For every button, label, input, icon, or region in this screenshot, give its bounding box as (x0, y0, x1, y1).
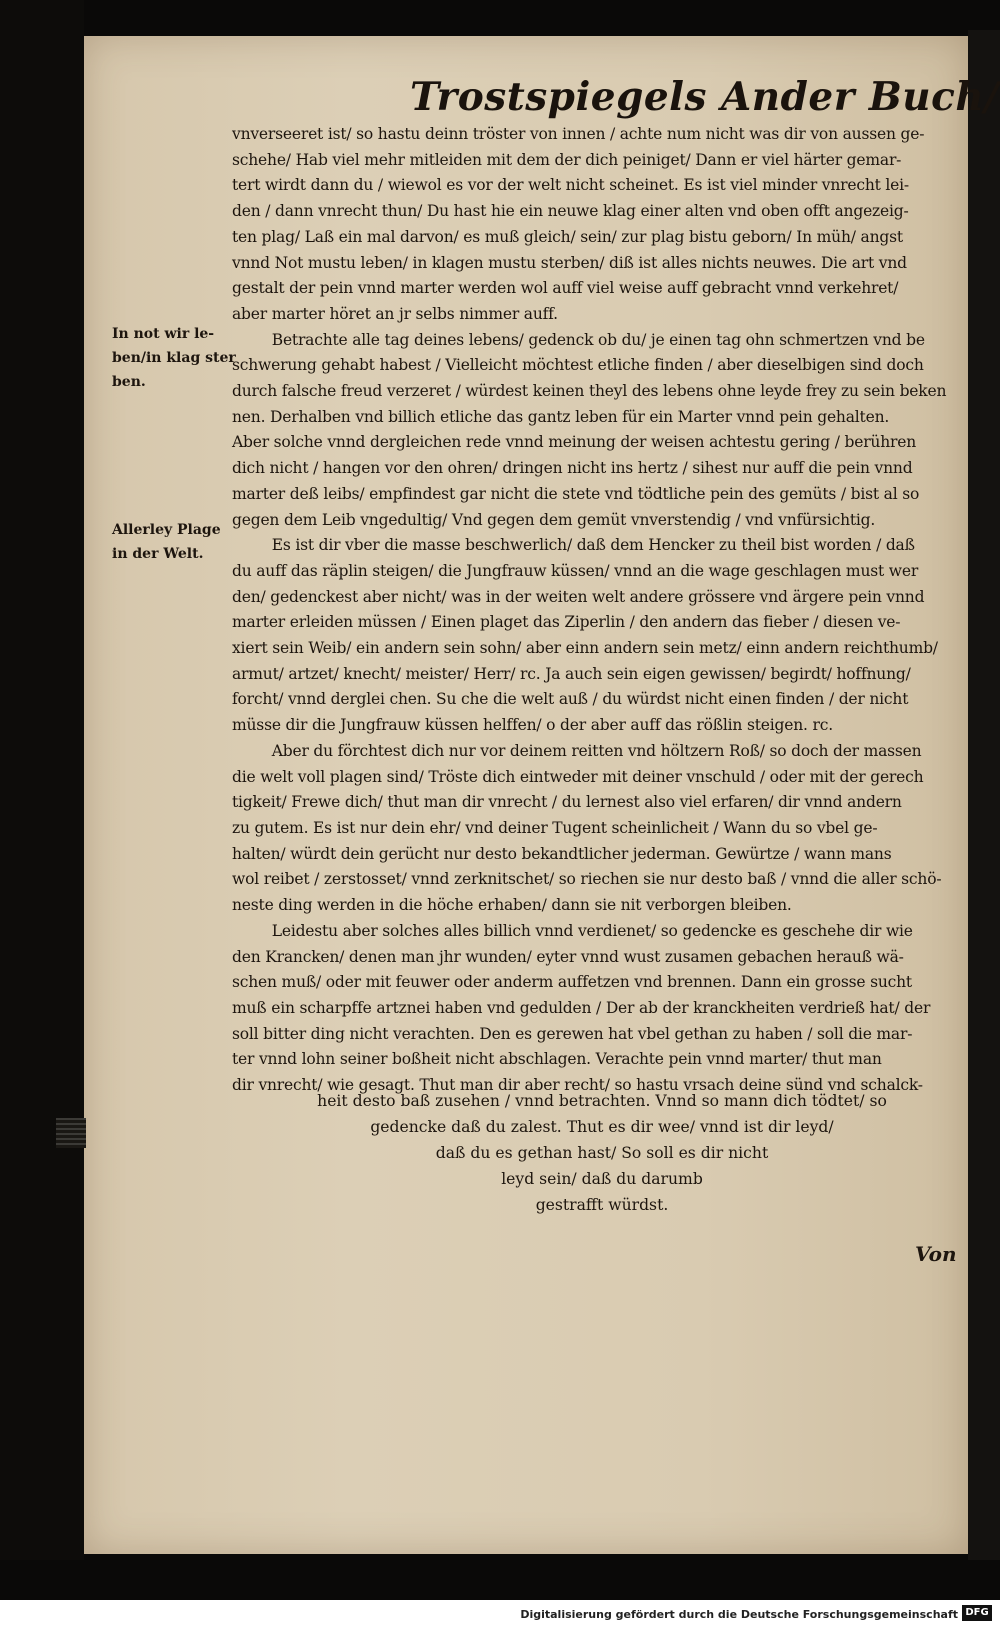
margin-note-line: ben. (112, 374, 146, 390)
scan-background (0, 0, 84, 1560)
text-line: daß du es gethan hast/ So soll es dir nicht (435, 1144, 769, 1162)
text-line: gestrafft würdst. (535, 1196, 669, 1214)
text-line: ten plag/ Laß ein mal darvon/ es muß gleich/ sein/ zur plag bistu geborn/ In müh/ angst (232, 227, 903, 246)
text-line: muß ein scharpffe artznei haben vnd gedulden / Der ab der kranckheiten verdrieß hat/ der (232, 998, 931, 1017)
text-line: armut/ artzet/ knecht/ meister/ Herr/ rc. Ja auch sein eigen gewissen/ begirdt/ hoffnung/ (232, 664, 911, 683)
margin-note-line: Allerley Plage (112, 522, 221, 538)
text-line: schen muß/ oder mit feuwer oder anderm auffetzen vnd brennen. Dann ein grosse sucht (232, 973, 912, 992)
text-line: Betrachte alle tag deines lebens/ gedenck ob du/ je einen tag ohn schmertzen vnd be (271, 330, 925, 349)
text-line: neste ding werden in die höche erhaben/ dann sie nit verborgen bleiben. (232, 896, 792, 915)
catchword: Von (915, 1242, 957, 1266)
text-line: halten/ würdt dein gerücht nur desto bekandtlicher jederman. Gewürtze / wann mans (232, 844, 892, 863)
text-line: ter vnnd lohn seiner boßheit nicht abschlagen. Verachte pein vnnd marter/ thut man (232, 1050, 882, 1069)
text-line: schwerung gehabt habest / Vielleicht möchtest etliche finden / aber dieselbigen sind doch (232, 356, 924, 375)
text-line: den / dann vnrecht thun/ Du hast hie ein neuwe klag einer alten vnd oben offt angezeig- (232, 202, 909, 221)
text-line: Aber solche vnnd dergleichen rede vnnd meinung der weisen achtestu gering / berühren (232, 433, 917, 452)
text-line: zu gutem. Es ist nur dein ehr/ vnd deiner Tugent scheinlicheit / Wann du so vbel ge- (232, 818, 878, 837)
text-line: gegen dem Leib vngedultig/ Vnd gegen dem gemüt vnverstendig / vnd vnfürsichtig. (232, 510, 876, 529)
text-line: marter erleiden müssen / Einen plaget das Ziperlin / den andern das fieber / diesen ve- (232, 613, 901, 632)
dfg-logo: DFG (962, 1605, 992, 1621)
text-line: Aber du förchtest dich nur vor deinem reitten vnd höltzern Roß/ so doch der massen (271, 741, 922, 760)
text-line: marter deß leibs/ empfindest gar nicht die stete vnd tödtliche pein des gemüts / bist al so (232, 484, 920, 503)
text-line: wol reibet / zerstosset/ vnnd zerknitschet/ so riechen sie nur desto baß / vnnd die aller schö- (232, 870, 942, 889)
text-line: die welt voll plagen sind/ Tröste dich eintweder mit deiner vnschuld / oder mit der gerech (232, 767, 924, 786)
text-line: gestalt der pein vnnd marter werden wol auff viel weise auff gebracht vnnd verkehret/ (232, 279, 899, 298)
text-line: forcht/ vnnd derglei chen. Su che die welt auß / du würdst nicht einen finden / der nicht (232, 690, 909, 709)
text-line: müsse dir die Jungfrauw küssen helffen/ o der aber auff das rößlin steigen. rc. (232, 716, 833, 735)
text-line: nen. Derhalben vnd billich etliche das gantz leben für ein Marter vnnd pein gehalten. (232, 407, 890, 426)
text-line: Es ist dir vber die masse beschwerlich/ daß dem Hencker zu theil bist worden / daß (271, 536, 915, 555)
text-line: dir vnrecht/ wie gesagt. Thut man dir aber recht/ so hastu vrsach deine sünd vnd schalck- (232, 1076, 923, 1095)
text-line: vnnd Not mustu leben/ in klagen mustu sterben/ diß ist alles nichts neuwes. Die art vnd (232, 253, 907, 272)
margin-note-line: ben/in klag ster (112, 350, 236, 366)
text-line: soll bitter ding nicht verachten. Den es gerewen hat vbel gethan zu haben / soll die mar- (232, 1024, 913, 1043)
text-line: durch falsche freud verzeret / würdest keinen theyl des lebens ohne leyde frey zu sein beken (232, 382, 947, 401)
text-line: heit desto baß zusehen / vnnd betrachten. Vnnd so mann dich tödtet/ so (317, 1092, 887, 1110)
running-heading: Trostspiegels Ander Buch/ (410, 74, 999, 120)
text-line: schehe/ Hab viel mehr mitleiden mit dem der dich peiniget/ Dann er viel härter gemar- (232, 150, 902, 169)
text-line: Leidestu aber solches alles billich vnnd verdienet/ so gedencke es geschehe dir wie (271, 921, 913, 940)
margin-note-line: In not wir le- (112, 326, 215, 342)
margin-note-line: in der Welt. (112, 546, 204, 562)
margin-note-2 (112, 518, 230, 566)
closing-paragraph (232, 1088, 972, 1218)
text-line: aber marter höret an jr selbs nimmer auff. (232, 304, 558, 323)
text-line: gedencke daß du zalest. Thut es dir wee/ vnnd ist dir leyd/ (370, 1118, 834, 1136)
text-line: tigkeit/ Frewe dich/ thut man dir vnrecht / du lernest also viel erfaren/ dir vnnd andern (232, 793, 902, 812)
text-line: den Krancken/ denen man jhr wunden/ eyter vnnd wust zusamen gebachen herauß wä- (232, 947, 904, 966)
footer-credit: Digitalisierung gefördert durch die Deutsche Forschungsgemeinschaft (520, 1608, 958, 1621)
text-line: du auff das räplin steigen/ die Jungfrauw küssen/ vnnd an die wage geschlagen must wer (232, 561, 919, 580)
text-line: vnverseeret ist/ so hastu deinn tröster von innen / achte num nicht was dir von aussen ge- (232, 125, 925, 143)
text-line: xiert sein Weib/ ein andern sein sohn/ aber einn andern sein metz/ einn andern reichthumb/ (232, 639, 938, 658)
margin-note-1 (112, 322, 236, 394)
body-text (232, 122, 972, 1099)
color-calibration-strip (56, 1118, 86, 1148)
text-line: tert wirdt dann du / wiewol es vor der welt nicht scheinet. Es ist viel minder vnrecht lei- (232, 176, 909, 195)
text-line: leyd sein/ daß du darumb (501, 1170, 703, 1188)
text-line: dich nicht / hangen vor den ohren/ dringen nicht ins hertz / sihest nur auff die pein vnnd (232, 459, 913, 478)
page-edge (968, 30, 1000, 1560)
text-line: den/ gedenckest aber nicht/ was in der weiten welt andere grössere vnd ärgere pein vnnd (232, 587, 925, 606)
